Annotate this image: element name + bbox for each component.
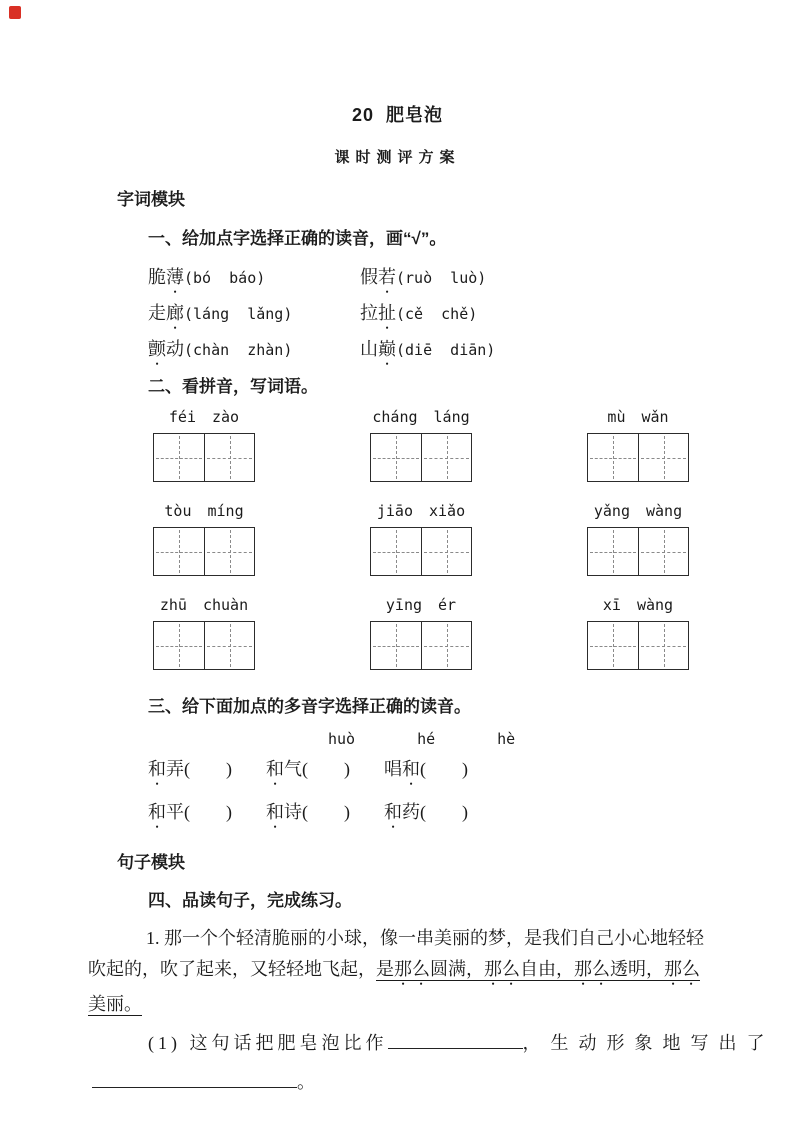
- pinyin-label: yīng ér: [385, 596, 457, 614]
- grid-cell: [588, 528, 638, 575]
- grid-cell: [638, 528, 688, 575]
- grid-cell: [638, 434, 688, 481]
- dotted-char: 和: [148, 759, 166, 779]
- grid-cell: [421, 528, 471, 575]
- section1-heading: 一、给加点字选择正确的读音，画“√”。: [148, 229, 447, 248]
- grid-cell: [421, 622, 471, 669]
- grid-cell: [588, 622, 638, 669]
- dotted-char: 若: [378, 267, 396, 287]
- module-sentences-heading: 句子模块: [117, 853, 185, 872]
- worksheet-subtitle: 课时测评方案: [334, 150, 461, 166]
- writing-grid: [153, 433, 255, 482]
- pinyin-write-group: [586, 408, 690, 482]
- pinyin-write-row: [152, 502, 690, 576]
- writing-grid: [370, 433, 472, 482]
- emphasized-text: 那么: [484, 959, 520, 979]
- pinyin-label: mù wǎn: [607, 408, 669, 426]
- emphasized-text: 那么: [574, 959, 610, 979]
- question-1: (1) 这句话把肥皂泡比作 ，生动形象地写出了: [148, 1033, 775, 1053]
- sentence-paragraph: [88, 923, 715, 1020]
- polyphone-item: 和弄( ): [148, 759, 232, 779]
- word-item: 颤动(chàn zhàn): [148, 339, 293, 359]
- writing-grid: [370, 527, 472, 576]
- module-words-heading: 字词模块: [117, 190, 185, 209]
- writing-grid: [153, 527, 255, 576]
- polyphone-item: 和诗( ): [266, 802, 350, 822]
- pinyin-write-group: [152, 408, 256, 482]
- pinyin-write-group: [586, 502, 690, 576]
- grid-cell: [154, 434, 204, 481]
- pinyin-text: (chàn zhàn): [184, 341, 293, 359]
- pinyin-label: féi zào: [168, 408, 240, 426]
- polyphone-item: 和平( ): [148, 802, 232, 822]
- option-pinyin: hè: [497, 730, 516, 748]
- grid-cell: [154, 622, 204, 669]
- pinyin-label: yǎng wàng: [593, 502, 683, 520]
- writing-grid: [587, 433, 689, 482]
- polyphone-row: [148, 800, 705, 832]
- dotted-char: 和: [402, 759, 420, 779]
- grid-cell: [421, 434, 471, 481]
- dotted-char: 和: [266, 759, 284, 779]
- pinyin-write-group: [586, 596, 690, 670]
- pinyin-write-row: [152, 596, 690, 670]
- polyphone-item: 和药( ): [384, 802, 468, 822]
- emphasized-text: 那么: [394, 959, 430, 979]
- pinyin-text: (ruò luò): [396, 269, 487, 287]
- pinyin-write-group: [369, 596, 473, 670]
- word-item: 山巅(diē diān): [360, 339, 496, 359]
- pinyin-write-row: [152, 408, 690, 482]
- polyphone-item: 唱和( ): [384, 759, 468, 779]
- emphasized-text: 那么: [664, 959, 700, 979]
- pinyin-write-group: [369, 408, 473, 482]
- section1-word-grid: [148, 261, 705, 369]
- answer-blank: [92, 1070, 297, 1088]
- grid-cell: [204, 528, 254, 575]
- polyphone-item: 和气( ): [266, 759, 350, 779]
- pinyin-label: cháng láng: [372, 408, 470, 426]
- pinyin-write-group: [152, 596, 256, 670]
- section4-heading: 四、品读句子，完成练习。: [148, 891, 352, 910]
- grid-cell: [154, 528, 204, 575]
- dotted-char: 扯: [378, 303, 396, 323]
- pinyin-label: jiāo xiǎo: [376, 502, 466, 520]
- red-marker-icon: [9, 6, 21, 19]
- writing-grid: [587, 621, 689, 670]
- option-pinyin: huò: [328, 730, 356, 748]
- pinyin-text: (diē diān): [396, 341, 496, 359]
- grid-cell: [638, 622, 688, 669]
- grid-cell: [204, 622, 254, 669]
- grid-cell: [371, 528, 421, 575]
- writing-grid: [587, 527, 689, 576]
- dotted-char: 和: [384, 802, 402, 822]
- polyphone-row: [148, 757, 705, 789]
- word-item: 脆薄(bó báo): [148, 267, 266, 287]
- dotted-char: 和: [148, 802, 166, 822]
- writing-grid: [370, 621, 472, 670]
- word-item: 走廊(láng lǎng): [148, 303, 293, 323]
- lesson-title: 20 肥皂泡: [351, 105, 444, 125]
- section3-heading: 三、给下面加点的多音字选择正确的读音。: [148, 697, 471, 716]
- word-item: 假若(ruò luò): [360, 267, 487, 287]
- pinyin-options-row: [328, 730, 705, 748]
- dotted-char: 廊: [166, 303, 184, 323]
- grid-cell: [371, 622, 421, 669]
- section2-heading: 二、看拼音，写词语。: [148, 377, 318, 396]
- dotted-char: 颤: [148, 339, 166, 359]
- pinyin-label: zhū chuàn: [159, 596, 249, 614]
- pinyin-text: (láng lǎng): [184, 305, 293, 323]
- word-item: 拉扯(cě chě): [360, 303, 478, 323]
- pinyin-label: tòu míng: [164, 502, 244, 520]
- pinyin-write-group: [152, 502, 256, 576]
- dotted-char: 巅: [378, 339, 396, 359]
- question-1-continued: 。: [92, 1068, 705, 1094]
- answer-blank: [388, 1031, 523, 1049]
- dotted-char: 和: [266, 802, 284, 822]
- sentence-lead: 1. 那一个个轻清脆丽的小球，像一串美丽的梦，是我们自己小心地轻轻吹起的，吹了起来，又轻轻地飞起，: [88, 928, 704, 979]
- underlined-clause: 是那么圆满，那么自由，那么透明，那么美丽。: [88, 959, 700, 1014]
- pinyin-text: (cě chě): [396, 305, 478, 323]
- grid-cell: [371, 434, 421, 481]
- writing-grid: [153, 621, 255, 670]
- dotted-char: 薄: [166, 267, 184, 287]
- option-pinyin: hé: [417, 730, 436, 748]
- pinyin-text: (bó báo): [184, 269, 266, 287]
- pinyin-label: xī wàng: [602, 596, 674, 614]
- pinyin-write-group: [369, 502, 473, 576]
- grid-cell: [588, 434, 638, 481]
- grid-cell: [204, 434, 254, 481]
